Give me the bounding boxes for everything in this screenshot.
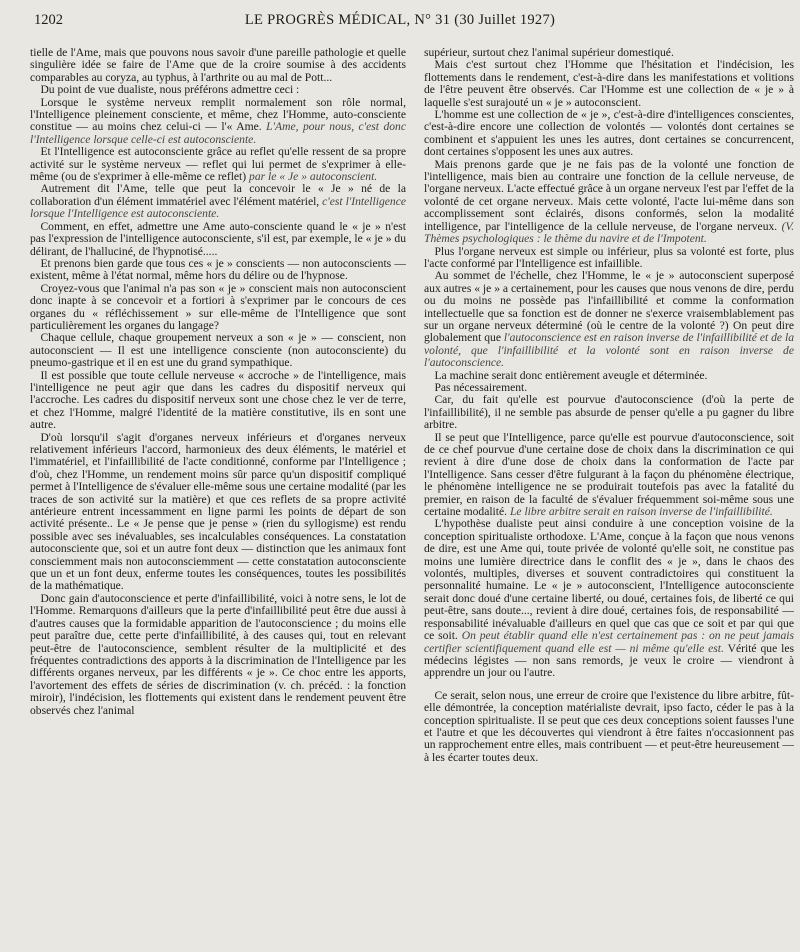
italic-text: l'autoconscience est en raison inverse de l'infaillibilité et de la volonté, que l'infaillibilité et la volonté sont en raison inverse de l'autoconscience. [424, 331, 794, 370]
paragraph [424, 59, 794, 109]
paragraph-text: Et prenons bien garde que tous ces « je » conscients — non autoconscients — existent, même à l'état normal, même hors du délire ou de l'hypnose. [30, 256, 406, 283]
paragraph [424, 109, 794, 159]
paragraph-text: L'homme est une collection de « je », c'est-à-dire d'intelligences conscientes, c'est-à-dire encore une collection de volontés — volontés dont certaines se combinent et s'appuient les unes les autres, dont certaines se concurrencent, dont certaines s'opposent les unes aux autres. [424, 108, 794, 159]
paragraph [424, 246, 794, 271]
page-header [8, 8, 792, 30]
paragraph-text: Il se peut que l'Intelligence, parce qu'elle est pourvue d'autoconscience, soit de ce chef pourvue d'une certaine dose de choix dans la discrimination ce qui revient à dire d'une dose de choix dans la conformation de l'acte par l'Intelligence. Sans cesser d'être fulgurant à la façon du phénomène électrique, le phénomène intelligence ne se produirait toutefois pas avec la fatalité du premier, en raison de la faculté de s'évaluer fréquemment soi-même sous une certaine modalité. [424, 430, 794, 519]
paragraph-text: Comment, en effet, admettre une Ame auto-consciente quand le « je » n'est pas l'expression de l'intelligence autoconsciente, s'il est, par exemple, le « je » du délirant, de l'halluciné, de l'hypnotisé..... [30, 219, 406, 258]
paragraph-text: tielle de l'Ame, mais que pouvons nous savoir d'une pareille pathologie et quelle singulière idée se faire de l'Ame que de la croire soumise à des accidents comparables au coryza, au typhus, à l'arthrite ou au mal de Pott... [30, 47, 406, 84]
paragraph [424, 518, 794, 679]
paragraph-text: Pas nécessairement. [434, 380, 528, 394]
paragraph-text: Mais prenons garde que je ne fais pas de la volonté une fonction de l'intelligence, mais bien au contraire une fonction de la cellule nerveuse, de l'organe nerveux. L'acte effectué grâce à un organe nerveux l'est par l'effet de la volonté de cet organe nerveux. Mais cette volonté, l'acte lui-même dans son accomplissement sont éclairés, disons conformés, selon la modalité intelligence, par l'intelligence de la cellule nerveuse, de l'organe nerveux. [424, 157, 794, 233]
right-column [424, 47, 794, 947]
paragraph-text: Plus l'organe nerveux est simple ou inférieur, plus sa volonté est forte, plus l'acte conformé par l'Intelligence est infaillible. [424, 244, 794, 270]
paragraph [30, 332, 406, 369]
running-title: LE PROGRÈS MÉDICAL, N° 31 (30 Juillet 1927) [244, 12, 556, 28]
paragraph [30, 593, 406, 717]
paragraph [30, 97, 406, 147]
italic-text: L'Ame, pour nous, c'est donc l'Intelligence lorsque celle-ci est autoconsciente. [30, 120, 406, 146]
italic-text: Le libre arbitre serait en raison inverse de l'infaillibilité. [509, 505, 773, 519]
page-number: 1202 [34, 12, 63, 28]
paragraph [424, 690, 794, 764]
italic-text: c'est l'Intelligence lorsque l'Intelligence est autoconsciente. [30, 194, 406, 221]
paragraph-text: La machine serait donc entièrement aveugle et déterminée. [434, 368, 708, 382]
paragraph [30, 146, 406, 183]
paragraph [30, 370, 406, 432]
italic-text: par le « Je » autoconscient. [249, 170, 378, 184]
paragraph-text: Il est possible que toute cellule nerveuse « accroche » de l'intelligence, mais l'intelligence ne peut agir que dans les cadres du dispositif nerveux qui l'accroche. Les cadres du dispositif nerveux sont une chose chez le ver de terre, et chez l'Homme, malgré l'identité de la matière constitutive, ils en sont une autre. [30, 368, 406, 432]
paragraph-text: Croyez-vous que l'animal n'a pas son « je » conscient mais non autoconscient donc inapte à se concevoir et a fortiori à s'exprimer par le concours de ces organes du « réfléchissement » sur elle-même de l'Intelligence que sont particulièrement les organes du langage? [30, 281, 406, 332]
left-column [30, 47, 406, 947]
paragraph-text: Et l'Intelligence est autoconsciente grâce au reflet qu'elle ressent de sa propre activité sur le système nerveux — reflet qui lui permet de s'exprimer à elle-même (ou de s'exprimer à elle-même ce reflet) [30, 145, 406, 184]
paragraph-text: Ce serait, selon nous, une erreur de croire que l'existence du libre arbitre, fût-elle démontrée, la conception matérialiste devrait, ipso facto, céder le pas à la conception spiritualiste. Il se peut que ces deux conceptions soient fausses l'une et l'autre et que les découvertes qui viendront à être faites n'occasionnent pas un rapprochement entre elles, mais contribuent — et peut-être heureusement — à les écarter toutes deux. [424, 688, 794, 764]
paragraph [30, 258, 406, 283]
paragraph-text: Du point de vue dualiste, nous préférons admettre ceci : [40, 83, 300, 97]
paragraph-text: D'où lorsqu'il s'agit d'organes nerveux inférieurs et d'organes nerveux relativement inférieurs l'accord, harmonieux des deux éléments, le matériel et l'immatériel, et l'infaillibilité de l'acte conditionné, conforme par l'Intelligence ; d'où, chez l'Homme, un rendement moins sûr parce qu'un dispositif compliqué permet à l'Intelligence de s'évaluer elle-même sous une certaine modalité (par les traces de son activité sur la matière) et que ces reflets de sa propre activité antérieure entrent incessamment en ligne parmi les points de départ de son activité présente.. Le « Je pense que je pense » (rien du syllogisme) est rendu possible avec ses inévaluables, ses incalculables conséquences. La constatation autoconsciente que, soi et un autre font deux — distinction que les animaux font consciemment mais non autoconsciemment — cette constatation autoconsciente que un et un font deux, enferme toutes les conséquences, toutes les possibilités de la mathématique. [30, 430, 406, 593]
paragraph-text: supérieur, surtout chez l'animal supérieur domestiqué. [424, 47, 674, 59]
paragraph-text: Au sommet de l'échelle, chez l'Homme, le « je » autoconscient superposé aux autres « je » a certainement, pour les causes que nous venons de dire, perdu ou du moins ne possède pas l'infaillibilité et comme la conformation intellectuelle que sa fonction est de donner ne s'exerce vraisemblablement pas sur un organe nerveux déterminé (où le centre de la volonté ?) On peut dire globalement que [424, 269, 794, 345]
paragraph-text: Car, du fait qu'elle est pourvue d'autoconscience (d'où la perte de l'infaillibilité), il ne semble pas absurde de penser qu'elle a pu gagner du libre arbitre. [424, 393, 794, 432]
paragraph [424, 270, 794, 369]
paragraph-text: L'hypothèse dualiste peut ainsi conduire à une conception voisine de la conception spiritualiste orthodoxe. L'Ame, conçue à la façon que nous venons de dire, est une Ame qui, toute privée de volonté qu'elle soit, ne constitue pas moins une lumière directrice dans le conflit des « je », dans le chaos des volontés, multiples, diverses et souvent contradictoires qui constituent la personnalité humaine. Le « je » autoconscient, l'Intelligence autoconsciente serait donc doué d'une certaine liberté, ou doué, certaines fois, de liberté ce qui peut-être, sans doute..., revient à dire doué, certaines fois, de responsabilité — responsabilité inévaluable d'ailleurs en quel que cas que ce soit et par qui que ce soit. [424, 517, 794, 643]
paragraph-text: Donc gain d'autoconscience et perte d'infaillibilité, voici à notre sens, le lot de l'Homme. Remarquons d'ailleurs que la perte d'infaillibilité peut être due aussi à d'autres causes que la formidable apparition de l'autoconscience ; du moins elle peut paraître due, cette perte d'infaillibilité, à des causes qui, tout en relevant peut-être de l'autoconscience, semblent résulter de la multiplicité et des fréquentes contradictions des apports à la discrimination de l'Intelligence par les différents organes nerveux, par les différents « je ». Ce choc entre les apports, l'avortement des effets de séries de discrimination (v. ch. précéd. : la fonction miroir), l'indécision, les flottements qui existent dans le rendement peuvent être observés chez l'animal [30, 591, 406, 717]
paragraph-text: Lorsque le système nerveux remplit normalement son rôle normal, l'Intelligence pleinement consciente, et même, chez l'Homme, auto-consciente constitue — au moins chez celui-ci — l'« Ame. [30, 95, 406, 134]
italic-text: On peut établir quand elle n'est certainement pas : on ne peut jamais certifier scientifiquement quand elle est — ni même qu'elle est. [424, 629, 794, 655]
paragraph [30, 183, 406, 220]
paragraph [30, 432, 406, 593]
paragraph-text: Chaque cellule, chaque groupement nerveux a son « je » — conscient, non autoconscient — Il est une intelligence consciente (non autoconsciente) du pneumo-gastrique et il en est une du grand sympathique. [30, 331, 406, 370]
paragraph [30, 283, 406, 333]
paragraph [30, 47, 406, 84]
paragraph [30, 221, 406, 258]
italic-text: (V. Thèmes psychologiques : le thème du navire et de l'Impotent. [424, 219, 794, 246]
paragraph-text-after: Vérité que les médecins légistes — non sans remords, je veux le croire — viendront à apprendre un jour ou l'autre. [424, 641, 794, 680]
paragraph [424, 432, 794, 519]
paragraph-text: Mais c'est surtout chez l'Homme que l'hésitation et l'indécision, les flottements dans le rendement, c'est-à-dire dans les manifestations et volitions de l'être peuvent être observés. Car l'Homme est une collection de « je » à laquelle s'est surajouté un « je » autoconscient. [424, 58, 794, 109]
paragraph-text: Autrement dit l'Ame, telle que peut la concevoir le « Je » né de la collaboration d'un élément immatériel avec l'élément matériel, [30, 182, 406, 208]
paragraph [424, 159, 794, 246]
paragraph [424, 394, 794, 431]
